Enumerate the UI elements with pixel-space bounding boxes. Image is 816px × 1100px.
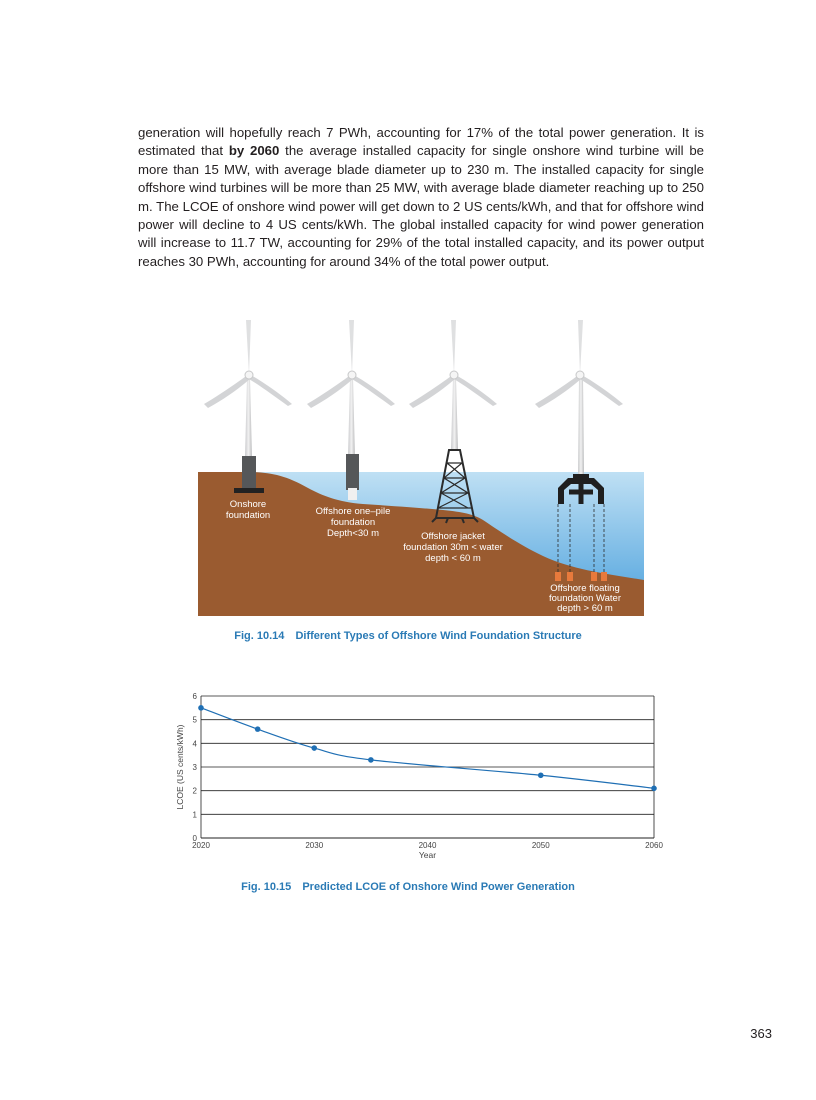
y-tick-label: 2 <box>192 786 197 796</box>
label-onshore-1: Onshore <box>229 499 267 510</box>
offshore-foundation-illustration <box>198 318 644 616</box>
x-tick-label: 2030 <box>305 841 324 850</box>
x-tick-label: 2050 <box>531 841 550 850</box>
label-jacket-1: Offshore jacket <box>421 531 485 542</box>
label-onshore-2: foundation <box>225 510 271 521</box>
caption-number: Fig. 10.14 <box>234 630 285 642</box>
page-number: 363 <box>750 1026 772 1041</box>
caption-title: Different Types of Offshore Wind Foundation Structure <box>295 630 582 642</box>
y-tick-label: 1 <box>192 810 197 820</box>
data-point-2050 <box>538 772 544 778</box>
label-monopile-1: Offshore one–pile <box>315 506 391 517</box>
label-monopile-2: foundation <box>330 517 376 528</box>
lcoe-line-chart <box>168 688 668 868</box>
data-point-2020 <box>198 705 204 711</box>
figure-10-15-caption <box>0 881 816 893</box>
y-tick-label: 0 <box>192 834 197 843</box>
paragraph-bold-year: by 2060 <box>228 143 280 159</box>
label-jacket-3: depth < 60 m <box>425 553 481 564</box>
paragraph-text-2: the average installed capacity for single onshore wind turbine will be more than 15 MW, with average blade diameter up to 230 m. The installed capacity for single offshore wind turbines will be more than 25 MW, with average blade diameter reaching up to 250 m. The LCOE of onshore wind power will get down to 2 US cents/kWh, and that for offshore wind power will decline to 4 US cents/kWh. The global installed capacity for wind power generation will increase to 11.7 TW, accounting for 29% of the total installed capacity, and its power output reaches 30 PWh, accounting for around 34% of the total power output. <box>138 143 704 269</box>
label-monopile-3: Depth<30 m <box>326 528 380 539</box>
label-floating-3: depth > 60 m <box>557 603 613 614</box>
x-tick-label: 2020 <box>192 841 210 850</box>
label-floating-2: foundation Water <box>549 593 621 604</box>
lcoe-chart-svg <box>168 688 668 868</box>
label-floating-1: Offshore floating <box>550 583 620 594</box>
y-tick-label: 5 <box>192 715 197 725</box>
body-paragraph <box>138 124 704 271</box>
paragraph-text-1: generation will hopefully reach 7 PWh, accounting for 17% of the total power generation. It is estimated that <box>138 125 704 159</box>
caption-number: Fig. 10.15 <box>241 881 292 893</box>
y-tick-label: 4 <box>192 739 197 749</box>
turbine-onshore <box>204 320 292 493</box>
data-point-2025 <box>255 726 261 732</box>
y-tick-label: 3 <box>192 763 197 772</box>
data-point-2030 <box>311 745 317 751</box>
data-point-2035 <box>368 757 374 763</box>
y-axis-label: LCOE (US cents/kWh) <box>175 724 185 810</box>
y-tick-label: 6 <box>192 692 197 701</box>
figure-10-14-caption <box>0 630 816 642</box>
data-point-2060 <box>651 786 657 792</box>
x-axis-label: Year <box>418 850 437 860</box>
caption-title: Predicted LCOE of Onshore Wind Power Generation <box>302 881 575 893</box>
x-tick-label: 2040 <box>418 841 437 850</box>
x-tick-label: 2060 <box>645 841 663 850</box>
label-jacket-2: foundation 30m < water <box>403 542 503 553</box>
